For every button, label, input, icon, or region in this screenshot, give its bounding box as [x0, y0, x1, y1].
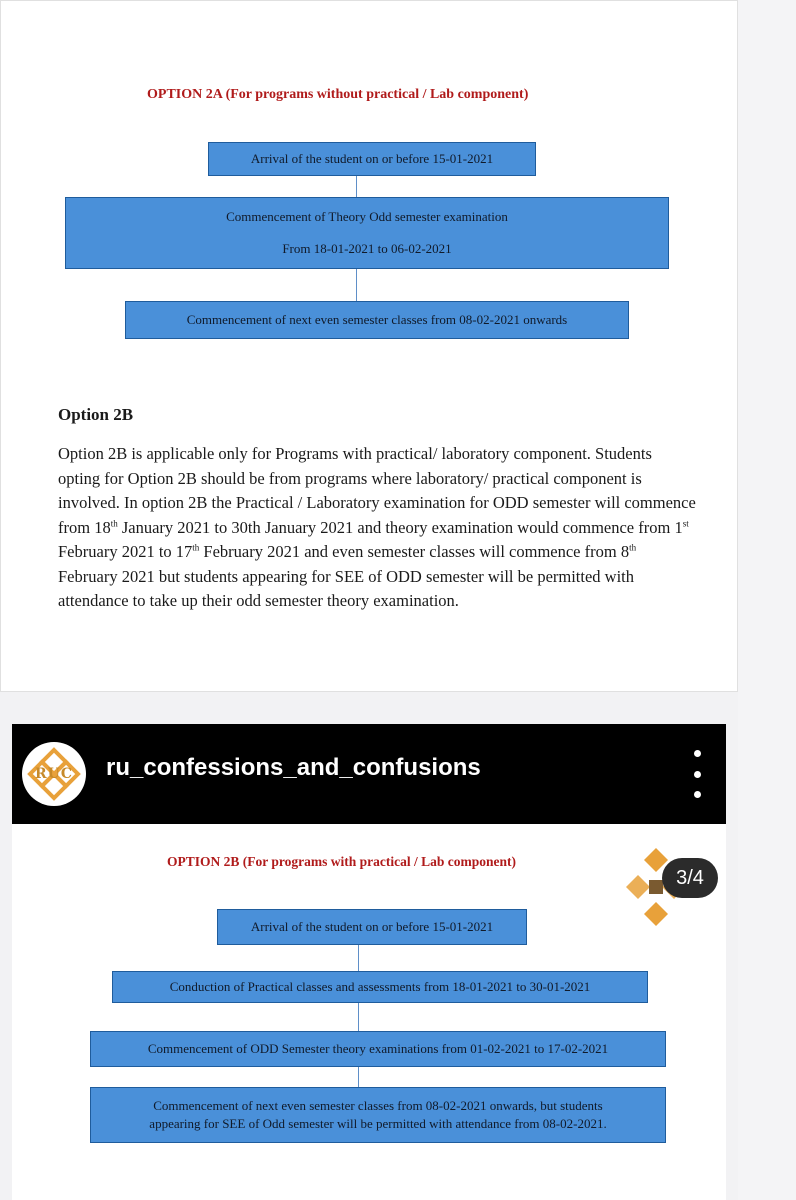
next-semester-line1: Commencement of next even semester classes from 08-02-2021 onwards, but students — [153, 1098, 603, 1113]
dot — [694, 771, 701, 778]
next-semester-box — [125, 301, 629, 339]
avatar-text: RUC — [35, 766, 73, 782]
background-strip — [738, 0, 796, 1200]
post-card — [12, 724, 726, 1200]
arrival-text: Arrival of the student on or before 15-01-2021 — [250, 919, 494, 934]
arrival-box — [208, 142, 536, 176]
option-2a-title: OPTION 2A (For programs without practical / Lab component) — [147, 87, 529, 102]
connector-line — [356, 176, 357, 197]
connector-line — [358, 1003, 359, 1031]
odd-semester-box — [90, 1031, 666, 1067]
practical-text: Conduction of Practical classes and assessments from 18-01-2021 to 30-01-2021 — [169, 979, 591, 994]
option-2b-paragraph: Option 2B is applicable only for Programs with practical/ laboratory component. Students opting for Option 2B should be from programs where laboratory/ practical component is involved. In option 2B the Practical / Laboratory examination for ODD semester will commence from 18th January 2021 to 30th January 2021 and theory examination would commence from 1st February 2021 to 17th February 2021 and even semester classes will commence from 8th February 2021 but students appearing for SEE of ODD semester will be permitted with attendance to take up their odd semester theory examination. — [58, 444, 696, 610]
connector-line — [358, 1067, 359, 1087]
connector-line — [356, 269, 357, 301]
more-vertical-icon[interactable] — [688, 750, 706, 798]
arrival-box — [217, 909, 527, 945]
avatar[interactable] — [22, 742, 86, 806]
arrival-text: Arrival of the student on or before 15-01-2021 — [250, 151, 494, 166]
practical-box — [112, 971, 648, 1003]
option-2b-title: OPTION 2B (For programs with practical / Lab component) — [167, 854, 516, 869]
post-header — [12, 724, 726, 824]
slide-counter: 3/4 — [662, 858, 718, 898]
dot — [694, 750, 701, 757]
odd-semester-text: Commencement of ODD Semester theory examinations from 01-02-2021 to 17-02-2021 — [147, 1041, 609, 1056]
theory-exam-line1: Commencement of Theory Odd semester examination — [226, 209, 508, 224]
next-semester-text: Commencement of next even semester classes from 08-02-2021 onwards — [186, 312, 568, 327]
connector-line — [358, 945, 359, 971]
theory-exam-box — [65, 197, 669, 269]
username[interactable]: ru_confessions_and_confusions — [106, 754, 481, 781]
next-semester-line2: appearing for SEE of Odd semester will be permitted with attendance from 08-02-2021. — [149, 1116, 607, 1131]
next-semester-box — [90, 1087, 666, 1143]
option-2b-heading: Option 2B — [58, 405, 134, 424]
dot — [694, 791, 701, 798]
theory-exam-line2: From 18-01-2021 to 06-02-2021 — [282, 241, 452, 256]
